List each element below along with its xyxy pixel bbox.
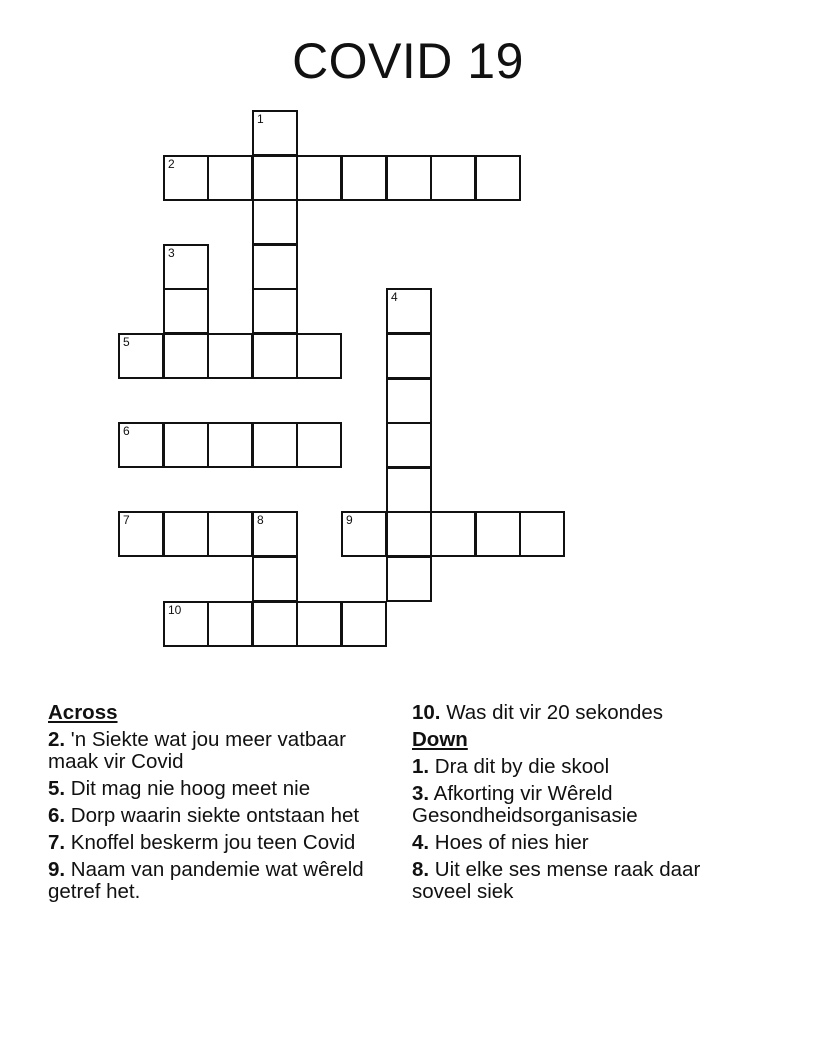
across-heading: Across [48,701,118,724]
clue-item [412,783,747,827]
grid-cell[interactable] [118,511,164,557]
clue-item-number: 4. [412,831,430,854]
grid-cell[interactable] [163,601,209,647]
clues-right-column [412,702,747,908]
clue-number: 6 [123,424,130,438]
across-clue-list [48,729,383,903]
clue-item-number: 7. [48,831,66,854]
clue-number: 5 [123,335,130,349]
grid-cell[interactable] [519,511,565,557]
puzzle-title: COVID 19 [292,33,524,89]
clue-item-text: Naam van pandemie wat wêreld getref het. [48,858,364,903]
grid-cell[interactable] [296,155,342,201]
clue-item-text: Hoes of nies hier [429,831,589,854]
grid-cell[interactable] [118,333,164,379]
clue-item [48,778,383,800]
grid-cell[interactable] [207,155,253,201]
grid-cell[interactable] [252,333,298,379]
clue-item-number: 5. [48,777,66,800]
clue-item-number: 3. [412,782,430,805]
grid-cell[interactable] [341,601,387,647]
grid-cell[interactable] [341,511,387,557]
grid-cell[interactable] [163,422,209,468]
clue-number: 4 [391,290,398,304]
grid-cell[interactable] [386,511,432,557]
grid-cell[interactable] [296,601,342,647]
grid-cell[interactable] [207,511,253,557]
grid-cell[interactable] [252,199,298,245]
clue-item-number: 1. [412,755,430,778]
grid-cell[interactable] [430,511,476,557]
grid-cell[interactable] [252,244,298,290]
down-heading: Down [412,728,468,751]
grid-cell[interactable] [163,511,209,557]
clue-item [48,729,383,773]
clue-number: 7 [123,513,130,527]
clue-number: 3 [168,246,175,260]
grid-cell[interactable] [252,422,298,468]
clue-item [412,832,747,854]
grid-cell[interactable] [207,422,253,468]
clue-number: 2 [168,157,175,171]
clue-item-text: Uit elke ses mense raak daar soveel siek [412,858,701,903]
grid-cell[interactable] [163,333,209,379]
clue-item-number: 8. [412,858,430,881]
clue-number: 1 [257,112,264,126]
grid-cell[interactable] [341,155,387,201]
clue-number: 10 [168,603,182,617]
grid-cell[interactable] [118,422,164,468]
grid-cell[interactable] [430,155,476,201]
grid-cell[interactable] [207,333,253,379]
clue-item-number: 2. [48,728,66,751]
clue-item-number: 6. [48,804,66,827]
clue-item-number: 10. [412,701,441,724]
grid-cell[interactable] [386,288,432,334]
clue-item-text: Dra dit by die skool [429,755,610,778]
clue-item-number: 9. [48,858,66,881]
clue-item-text: Was dit vir 20 sekondes [440,701,664,724]
grid-cell[interactable] [386,556,432,602]
grid-cell[interactable] [163,244,209,290]
grid-cell[interactable] [252,556,298,602]
grid-cell[interactable] [252,155,298,201]
grid-cell[interactable] [386,467,432,513]
grid-cell[interactable] [475,155,521,201]
clue-item-text: Knoffel beskerm jou teen Covid [65,831,356,854]
clue-item-text: Afkorting vir Wêreld Gesondheidsorganisasie [412,782,638,827]
clues-left-column [48,702,383,908]
across-clue-list-continued [412,702,747,724]
grid-cell[interactable] [386,155,432,201]
grid-cell[interactable] [163,288,209,334]
clue-item [48,859,383,903]
grid-cell[interactable] [296,422,342,468]
clue-item [48,805,383,827]
grid-cell[interactable] [207,601,253,647]
clue-number: 9 [346,513,353,527]
grid-cell[interactable] [252,511,298,557]
grid-cell[interactable] [386,378,432,424]
grid-cell[interactable] [252,110,298,156]
grid-cell[interactable] [386,333,432,379]
clue-number: 8 [257,513,264,527]
grid-cell[interactable] [475,511,521,557]
grid-cell[interactable] [163,155,209,201]
clue-item [412,702,747,724]
clue-item-text: Dorp waarin siekte ontstaan het [65,804,360,827]
grid-cell[interactable] [252,601,298,647]
grid-cell[interactable] [296,333,342,379]
grid-cell[interactable] [252,288,298,334]
down-clue-list [412,756,747,903]
clue-item-text: 'n Siekte wat jou meer vatbaar maak vir Covid [48,728,346,773]
clue-item [412,859,747,903]
clue-item-text: Dit mag nie hoog meet nie [65,777,311,800]
grid-cell[interactable] [386,422,432,468]
clue-item [412,756,747,778]
clue-item [48,832,383,854]
